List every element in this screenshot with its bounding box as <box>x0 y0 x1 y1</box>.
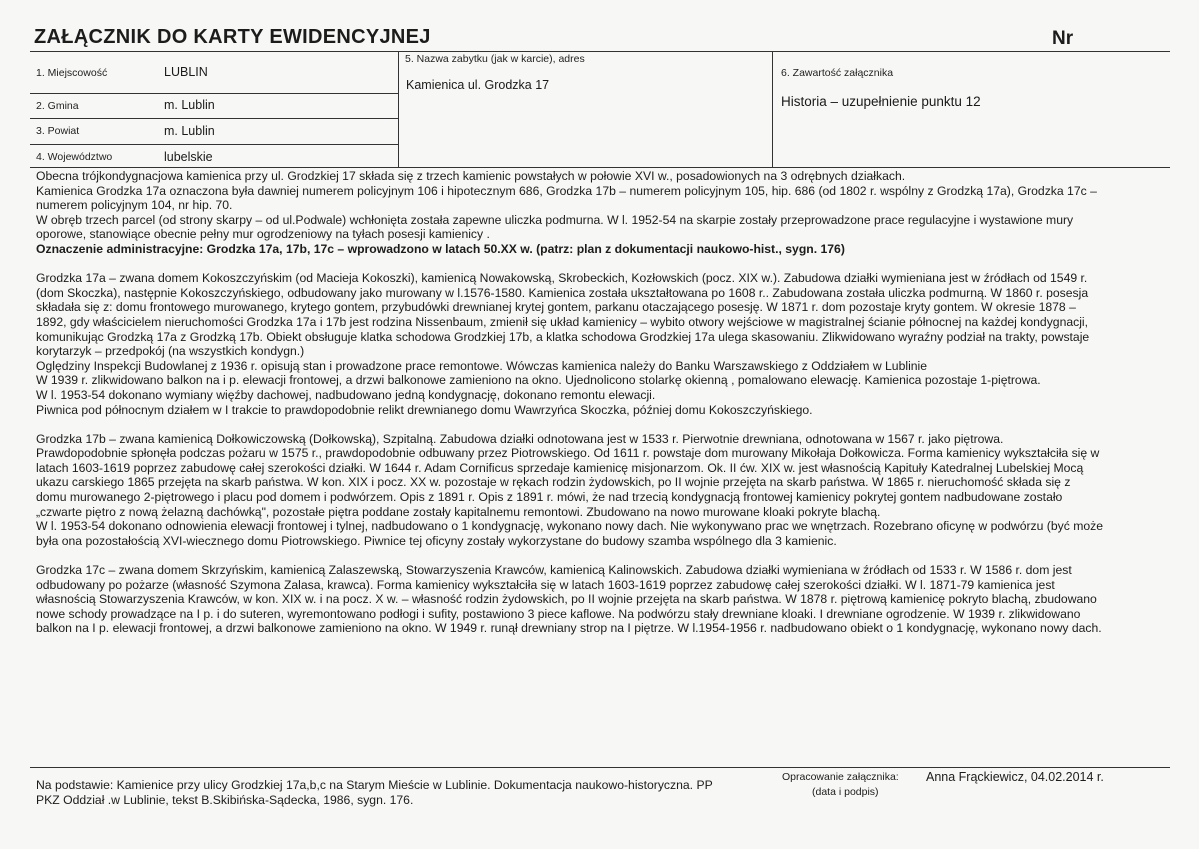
gmina-label: 2. Gmina <box>36 100 79 112</box>
text-line: 1892, gdy właścicielem nieruchomości Grodzka 17a i 17b jest rodzina Nissenbaum, zmienił się układ kamienicy – wybito otwory wejściowe w magistralnej ścianie północnej na każdej kondygnacji, <box>36 314 1089 329</box>
text-line: oporowe, stanowiące obecnie pełny mur ogrodzeniowy na tyłach posesji kamienicy . <box>36 227 490 242</box>
text-line: Grodzka 17c – zwana domem Skrzyńskim, kamienicą Zalaszewską, Stowarzyszenia Krawców, kamienicą Kalinowskich. Zabudowa działki wymieniana w źródłach od 1533 r. W 1586 r. dom jest <box>36 563 1072 578</box>
document-title: ZAŁĄCZNIK DO KARTY EWIDENCYJNEJ <box>34 26 431 48</box>
text-line: była ona pozostałością XVI-wiecznego domu Piotrowskiego. Piwnice tej oficyny zostały wykorzystane do budowy szamba wspólnego dla 3 kamienic. <box>36 533 837 548</box>
top-rule <box>30 51 1170 52</box>
zawartosc-value: Historia – uzupełnienie punktu 12 <box>781 94 981 109</box>
powiat-label: 3. Powiat <box>36 125 80 137</box>
text-line: nowe schody prowadzące na I p. i do suteren, wyremontowano podłogi i sufity, postawiono 3 piece kaflowe. Na podwórzu stały drewniane kloaki. I drewniane ogrodzenie. W 1939 r. zlikwidowano <box>36 606 1081 621</box>
text-line: Kamienica Grodzka 17a oznaczona była dawniej numerem policyjnym 106 i hipotecznym 686, Grodzka 17b – numerem policyjnym 105, hip. 686 (od 1802 r. wspólny z Grodzką 17a), Grodzka 17c – <box>36 183 1097 198</box>
administrative-designation: Oznaczenie administracyjne: Grodzka 17a, 17b, 17c – wprowadzono w latach 50.XX w. (patrz: plan z dokumentacji naukowo-hist., sygn. 176) <box>36 241 845 256</box>
signature-label: (data i podpis) <box>812 786 879 798</box>
text-line: latach 1603-1619 poprzez zabudowę całej szerokości działki. W 1644 r. Adam Cornificus sprzedaje kamienicę misjonarzom. Ok. II ćw. XIX w. jest własnością Kapituły Katedralnej Lubelskiej Mocą <box>36 460 1084 475</box>
text-line: Grodzka 17a – zwana domem Kokoszczyńskim (od Macieja Kokoszki), kamienicą Nowakowską, Skrobeckich, Kozłowskich (pocz. XIX w.). Zabudowa działki wymieniana jest w źródłach od 1549 r. <box>36 271 1088 286</box>
text-line: własnością Stowarzyszenia Krawców, w kon. XIX w. i na pocz. X w. – własność rodzin żydowskich, po II wojnie przejęta na skarb państwa. W 1878 r. piętrową kamienicę pokryto blachą, zbudowano <box>36 592 1097 607</box>
nazwa-value: Kamienica ul. Grodzka 17 <box>406 78 550 92</box>
text-line: Obecna trójkondygnacjowa kamienica przy ul. Grodzkiej 17 składa się z trzech kamienic powstałych w połowie XVI w., posadowionych na 3 odrębnych działkach. <box>36 169 906 183</box>
footer-rule <box>30 767 1170 768</box>
miejscowosc-value: LUBLIN <box>164 65 208 79</box>
text-line: domu murowanego 2-piętrowego i placu pod domem i podwórzem. Opis z 1891 r. Opis z 1891 r. mówi, że nad trzecią kondygnacją frontowej kamienicy pokrytej gontem nadbudowane zostało <box>36 490 1063 505</box>
text-line: W 1939 r. zlikwidowano balkon na i p. elewacji frontowej, a drzwi balkonowe zamieniono na okno. Ujednolicono stolarkę okienną , pomalowano elewację. Kamienica pozostaje 1-piętrowa. <box>36 373 1041 388</box>
nazwa-label: 5. Nazwa zabytku (jak w karcie), adres <box>405 53 585 65</box>
miejscowosc-label: 1. Miejscowość <box>36 67 108 79</box>
wojewodztwo-value: lubelskie <box>164 150 213 164</box>
text-line: Piwnica pod północnym działem w I trakcie to prawdopodobnie relikt drewnianego domu Wawrzyńca Skoczka, później domu Kokoszczyńskiego. <box>36 402 813 417</box>
row-divider <box>30 118 398 119</box>
text-line: Prawdopodobnie spłonęła podczas pożaru w 1575 r., prawdopodobnie odbuwany przez Piotrowskiego. Od 1611 r. powstaje dom murowany Mikołaja Dołkowicza. Forma kamienicy wykształciła się w <box>36 446 1100 461</box>
history-text <box>36 169 1166 636</box>
column-divider <box>398 51 399 167</box>
text-line: W l. 1953-54 dokonano wymiany więźby dachowej, nadbudowano jedną kondygnację, dokonano remontu elewacji. <box>36 387 656 402</box>
prepared-by-value: Anna Frąckiewicz, 04.02.2014 r. <box>926 770 1104 784</box>
text-line: korytarzyk – przedpokój (na wszystkich kondygn.) <box>36 344 305 359</box>
powiat-value: m. Lublin <box>164 124 215 138</box>
text-line: składała się z: domu frontowego murowanego, krytego gontem, przybudówki drewnianej krytej gontem, parkanu otaczającego posesję. W 1871 r. dom pozostaje kryty gontem. W okresie 1878 – <box>36 300 1076 315</box>
zawartosc-label: 6. Zawartość załącznika <box>781 67 894 79</box>
text-line: „czwarte piętro z nową żelazną dachówką", pozostałe piętra poddane zostały kapitalnemu remontowi. Zbudowano na nowo murowane kloaki pokryte blachą. <box>36 504 881 519</box>
row-divider <box>30 93 398 94</box>
prepared-by-label: Opracowanie załącznika: <box>782 771 899 783</box>
text-line: balkon na I p. elewacji frontowej, a drzwi balkonowe zamieniono na okno. W 1949 r. runął drewniany strop na I piętrze. W l.1954-1956 r. nadbudowano obiekt o 1 kondygnację, wykonano nowy dach. <box>36 621 1102 636</box>
text-line: ukazu carskiego 1865 przejęta na skarb państwa. W kon. XIX i pocz. XX w. pozostaje w rękach rodzin żydowskich, po II wojnie przejęta na skarb państwa. W 1865 r. nieruchomość składa się z <box>36 475 1071 490</box>
text-line: W l. 1953-54 dokonano odnowienia elewacji frontowej i tylnej, nadbudowano o 1 kondygnację, wykonano nowy dach. Nie wykonywano prac we wnętrzach. Rozebrano oficynę w podwórzu (być może <box>36 519 1104 534</box>
row-divider <box>30 144 398 145</box>
header-bottom-rule <box>30 167 1170 168</box>
text-line: Grodzka 17b – zwana kamienicą Dołkowiczowską (Dołkowską), Szpitalną. Zabudowa działki odnotowana jest w 1533 r. Pierwotnie drewniana, odnotowana w 1567 r. jako piętrowa. <box>36 431 1004 446</box>
source-line: PKZ Oddział .w Lublinie, tekst B.Skibińska-Sądecka, 1986, sygn. 176. <box>36 793 414 807</box>
text-line: komunikując Grodzką 17a z Grodzką 17b. Obiekt obsługuje klatka schodowa Grodzkiej 17b, a klatka schodowa Grodzkiej 17a ulega skasowaniu. Zlikwidowano wyraźny podział na trakty, powstaje <box>36 329 1090 344</box>
source-citation <box>36 778 756 808</box>
number-label: Nr <box>1052 28 1074 49</box>
text-line: W obręb trzech parcel (od strony skarpy – od ul.Podwale) wchłonięta została zapewne uliczka podmurna. W l. 1952-54 na skarpie zostały przeprowadzone prace regulacyjne i wystawione mury <box>36 212 1074 227</box>
wojewodztwo-label: 4. Województwo <box>36 151 113 163</box>
text-line: (dom Skoczka), następnie Kokoszczyńskiego, odbudowany jako murowany w l.1576-1580. Kamienica została ukształtowana po 1608 r.. Zabudowana została uliczka podmurną. W 1860 r. posesja <box>36 285 1089 300</box>
text-line: odbudowany po pożarze (własność Szymona Zalasa, krawca). Forma kamienicy wykształciła się w latach 1603-1619 poprzez zabudowę całej szerokości działki. W l. 1871-79 kamienica jest <box>36 577 1055 592</box>
source-line: Na podstawie: Kamienice przy ulicy Grodzkiej 17a,b,c na Starym Mieście w Lublinie. Dokumentacja naukowo-historyczna. PP <box>36 778 713 792</box>
gmina-value: m. Lublin <box>164 98 215 112</box>
text-line: numerem policyjnym 104, nr hip. 70. <box>36 198 233 213</box>
column-divider <box>772 51 773 167</box>
text-line: Oględziny Inspekcji Budowlanej z 1936 r. opisują stan i prowadzone prace remontowe. Wówczas kamienica należy do Banku Warszawskiego z Oddziałem w Lublinie <box>36 358 928 373</box>
